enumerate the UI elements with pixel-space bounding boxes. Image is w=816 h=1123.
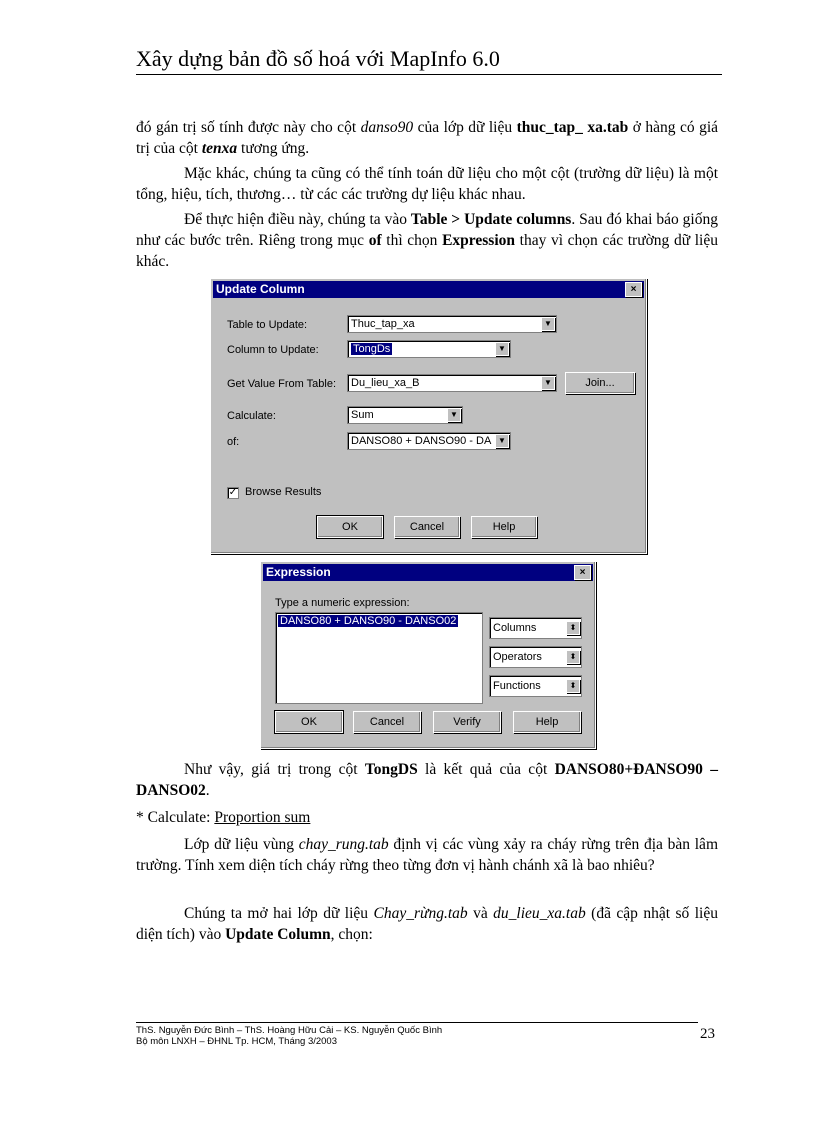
calculate-select[interactable] bbox=[347, 406, 463, 424]
update-dialog-title: Update Column bbox=[216, 282, 305, 296]
footer-rule bbox=[136, 1022, 698, 1023]
close-icon[interactable]: × bbox=[574, 565, 591, 580]
page-number: 23 bbox=[700, 1026, 715, 1042]
of-select[interactable] bbox=[347, 432, 511, 450]
get-value-from-table-label: Get Value From Table: bbox=[227, 378, 337, 390]
cancel-button[interactable]: Cancel bbox=[394, 516, 460, 538]
ok-button[interactable]: OK bbox=[317, 516, 383, 538]
expression-prompt-label: Type a numeric expression: bbox=[275, 597, 410, 609]
expression-dialog-titlebar bbox=[263, 564, 593, 581]
text: . Sau đó khai báo giống như các bước trên. Riêng trong mục bbox=[136, 211, 718, 249]
text-bold: of bbox=[368, 232, 382, 249]
column-to-update-label: Column to Update: bbox=[227, 344, 319, 356]
chevron-down-icon[interactable]: ▼ bbox=[495, 434, 509, 448]
text-bold: Update Column bbox=[225, 926, 331, 943]
paragraph-3 bbox=[136, 209, 718, 272]
expression-dialog bbox=[260, 561, 596, 749]
text-italic: danso90 bbox=[360, 119, 414, 136]
columns-label: Columns bbox=[493, 622, 537, 634]
text: Chúng ta mở hai lớp dữ liệu bbox=[184, 905, 374, 922]
expression-text: DANSO80 + DANSO90 - DANSO02 bbox=[280, 615, 457, 627]
text: * Calculate: bbox=[136, 809, 215, 826]
paragraph-2: Mặc khác, chúng ta cũng có thể tính toán dữ liệu cho một cột (trường dữ liệu) là một tổng, hiệu, tích, thương… từ các các trường dự liệu khác nhau. bbox=[136, 165, 718, 203]
text-bold: Expression bbox=[442, 232, 515, 249]
text-bold-italic: tenxa bbox=[201, 140, 238, 157]
text: Để thực hiện điều này, chúng ta vào bbox=[184, 211, 411, 228]
chevron-down-icon[interactable]: ▼ bbox=[541, 317, 555, 331]
operators-label: Operators bbox=[493, 651, 542, 663]
help-button[interactable]: Help bbox=[513, 711, 581, 733]
join-button[interactable]: Join... bbox=[565, 372, 635, 394]
close-icon[interactable]: × bbox=[625, 282, 642, 297]
text: của lớp dữ liệu bbox=[413, 119, 517, 136]
get-value-from-table-value: Du_lieu_xa_B bbox=[351, 377, 420, 389]
browse-results-checkbox[interactable]: ✓ bbox=[228, 487, 238, 498]
text: định vị các vùng xảy ra cháy rừng trên địa bàn lâm trường. Tính xem diện tích cháy rừng theo từng đơn vị hành chánh xã là bao nhiêu? bbox=[136, 836, 718, 874]
text-italic: chay_rung.tab bbox=[298, 836, 389, 853]
chevron-down-icon[interactable]: ▼ bbox=[541, 376, 555, 390]
functions-label: Functions bbox=[493, 680, 541, 692]
text: là kết quả của cột bbox=[417, 761, 555, 778]
spinner-icon[interactable]: ⬍ bbox=[566, 650, 580, 664]
get-value-from-table-select[interactable] bbox=[347, 374, 557, 392]
paragraph-5 bbox=[136, 807, 718, 828]
calculate-value: Sum bbox=[351, 409, 374, 421]
text-bold: DANSO80+ĐANSO90 – DANSO02 bbox=[136, 761, 718, 799]
column-to-update-select[interactable] bbox=[347, 340, 511, 358]
table-to-update-select[interactable] bbox=[347, 315, 557, 333]
text: Như vậy, giá trị trong cột bbox=[184, 761, 365, 778]
table-to-update-label: Table to Update: bbox=[227, 319, 308, 331]
cancel-button[interactable]: Cancel bbox=[353, 711, 421, 733]
text: tương ứng. bbox=[237, 140, 310, 157]
paragraph-7 bbox=[136, 903, 718, 945]
paragraph-4 bbox=[136, 759, 718, 801]
text-italic: Chay_rừng.tab bbox=[373, 905, 468, 922]
ok-button[interactable]: OK bbox=[275, 711, 343, 733]
update-column-dialog bbox=[210, 278, 647, 554]
update-dialog-titlebar bbox=[213, 281, 644, 298]
operators-select[interactable] bbox=[489, 646, 582, 668]
text: (đã cập nhật số liệu diện tích) vào bbox=[136, 905, 718, 943]
paragraph-1 bbox=[136, 117, 718, 159]
header-rule bbox=[136, 74, 722, 75]
text-bold: thuc_tap_ xa.tab bbox=[516, 119, 629, 136]
text-bold: Table > Update columns bbox=[410, 211, 572, 228]
footer-department: Bộ môn LNXH – ĐHNL Tp. HCM, Tháng 3/2003 bbox=[136, 1036, 338, 1047]
text-bold: TongDS bbox=[364, 761, 418, 778]
text: thì chọn bbox=[381, 232, 443, 249]
functions-select[interactable] bbox=[489, 675, 582, 697]
of-label: of: bbox=[227, 436, 240, 448]
of-value: DANSO80 + DANSO90 - DA bbox=[351, 435, 492, 447]
column-to-update-value: TongDs bbox=[353, 343, 391, 355]
table-to-update-value: Thuc_tap_xa bbox=[351, 318, 415, 330]
page-header-title: Xây dựng bản đồ số hoá với MapInfo 6.0 bbox=[136, 46, 500, 71]
footer-authors: ThS. Nguyễn Đức Bình – ThS. Hoàng Hữu Cải – KS. Nguyễn Quốc Bình bbox=[136, 1025, 443, 1036]
text-italic: du_lieu_xa.tab bbox=[493, 905, 586, 922]
expression-input[interactable] bbox=[275, 612, 483, 704]
spinner-icon[interactable]: ⬍ bbox=[566, 679, 580, 693]
text: và bbox=[467, 905, 494, 922]
text: Lớp dữ liệu vùng bbox=[184, 836, 299, 853]
text: , chọn: bbox=[330, 926, 373, 943]
text: . bbox=[205, 782, 210, 799]
browse-results-label: Browse Results bbox=[245, 486, 322, 498]
text: ở hàng có giá trị của cột bbox=[136, 119, 718, 157]
verify-button[interactable]: Verify bbox=[433, 711, 501, 733]
expression-dialog-title: Expression bbox=[266, 565, 331, 579]
text: thay vì chọn các trường dữ liệu khác. bbox=[136, 232, 718, 270]
calculate-label: Calculate: bbox=[227, 410, 276, 422]
paragraph-6 bbox=[136, 834, 718, 876]
help-button[interactable]: Help bbox=[471, 516, 537, 538]
columns-select[interactable] bbox=[489, 617, 582, 639]
chevron-down-icon[interactable]: ▼ bbox=[495, 342, 509, 356]
text: đó gán trị số tính được này cho cột bbox=[136, 119, 361, 136]
text-underlined: Proportion sum bbox=[214, 809, 311, 826]
chevron-down-icon[interactable]: ▼ bbox=[447, 408, 461, 422]
spinner-icon[interactable]: ⬍ bbox=[566, 621, 580, 635]
